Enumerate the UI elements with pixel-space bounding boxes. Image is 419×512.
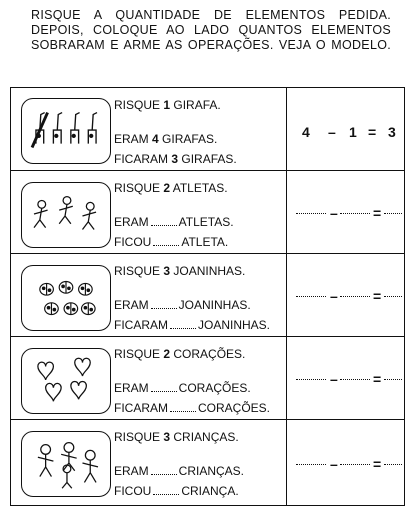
instruction-line-2: DEPOIS, COLOQUE AO LADO QUANTOS ELEMENTOS <box>31 23 391 37</box>
blank-field[interactable] <box>151 466 177 475</box>
risque-instruction: RISQUE 3 JOANINHAS. <box>114 264 246 278</box>
ficaram-line: FICARAM CORAÇÕES. <box>114 401 271 415</box>
equals-sign: = <box>373 288 382 304</box>
operand-a: 4 <box>302 124 310 140</box>
column-divider <box>286 88 287 505</box>
equals-sign: = <box>368 124 377 140</box>
instruction-line-3: SOBRARAM E ARME AS OPERAÇÕES. VEJA O MODELO. <box>31 38 391 52</box>
ladybugs-icon <box>21 265 111 331</box>
blank-field[interactable] <box>151 383 177 392</box>
athletes-icon <box>21 182 111 248</box>
children-icon <box>21 431 111 497</box>
operand-blank[interactable] <box>340 288 370 297</box>
row-divider <box>11 419 404 420</box>
eram-line: ERAM 4 GIRAFAS. <box>114 132 218 146</box>
minus-sign: – <box>330 456 338 472</box>
risque-instruction: RISQUE 2 ATLETAS. <box>114 181 228 195</box>
minus-sign: – <box>330 205 338 221</box>
equals-sign: = <box>373 205 382 221</box>
instructions <box>31 8 391 53</box>
blank-field[interactable] <box>170 320 196 329</box>
ficaram-line: FICOU ATLETA. <box>114 235 229 249</box>
blank-field[interactable] <box>153 237 179 246</box>
row-divider <box>11 336 404 337</box>
result-blank[interactable] <box>384 288 402 297</box>
result-blank[interactable] <box>384 371 402 380</box>
result: 3 <box>388 124 396 140</box>
risque-instruction: RISQUE 1 GIRAFA. <box>114 98 221 112</box>
operand-blank[interactable] <box>340 371 370 380</box>
ficaram-line: FICARAM 3 GIRAFAS. <box>114 152 237 166</box>
operand-blank[interactable] <box>340 205 370 214</box>
operand-blank[interactable] <box>296 288 326 297</box>
operand-blank[interactable] <box>296 371 326 380</box>
operand-blank[interactable] <box>296 456 326 465</box>
giraffes-icon <box>21 98 111 164</box>
minus-sign: – <box>328 124 336 140</box>
operand-blank[interactable] <box>340 456 370 465</box>
eram-line: ERAM JOANINHAS. <box>114 298 251 312</box>
hearts-icon <box>21 348 111 414</box>
operand-b: 1 <box>349 124 357 140</box>
minus-sign: – <box>330 288 338 304</box>
risque-instruction: RISQUE 3 CRIANÇAS. <box>114 430 239 444</box>
blank-field[interactable] <box>153 486 179 495</box>
ficaram-line: FICOU CRIANÇA. <box>114 484 239 498</box>
row-divider <box>11 253 404 254</box>
instruction-line-1: RISQUE A QUANTIDADE DE ELEMENTOS PEDIDA. <box>31 8 391 22</box>
operand-blank[interactable] <box>296 205 326 214</box>
blank-field[interactable] <box>151 300 177 309</box>
eram-line: ERAM CORAÇÕES. <box>114 381 251 395</box>
result-blank[interactable] <box>384 205 402 214</box>
ficaram-line: FICARAM JOANINHAS. <box>114 318 271 332</box>
row-divider <box>11 170 404 171</box>
blank-field[interactable] <box>151 217 177 226</box>
equals-sign: = <box>373 371 382 387</box>
minus-sign: – <box>330 371 338 387</box>
eram-line: ERAM CRIANÇAS. <box>114 464 245 478</box>
blank-field[interactable] <box>170 403 196 412</box>
result-blank[interactable] <box>384 456 402 465</box>
eram-line: ERAM ATLETAS. <box>114 215 234 229</box>
exercise-table <box>10 87 405 506</box>
equals-sign: = <box>373 456 382 472</box>
risque-instruction: RISQUE 2 CORAÇÕES. <box>114 347 246 361</box>
